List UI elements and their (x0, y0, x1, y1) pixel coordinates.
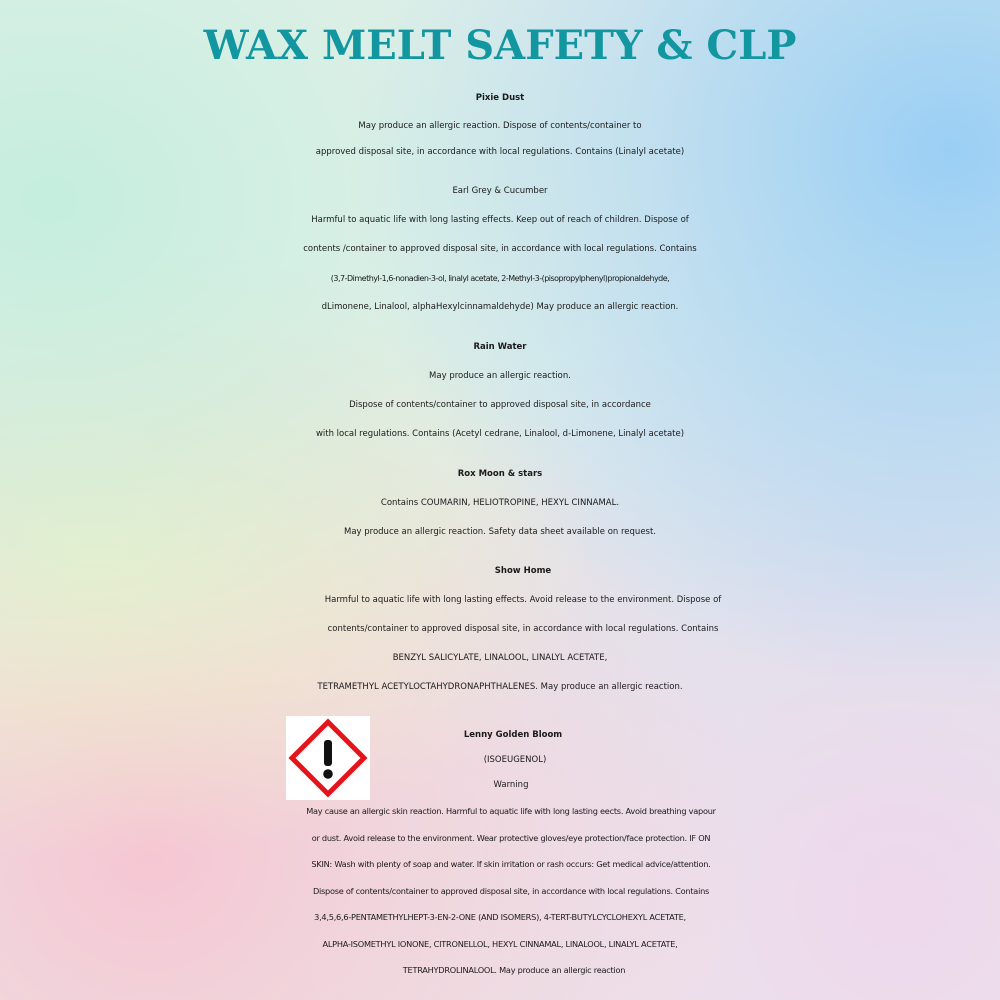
section-text-line: dLimonene, Linalool, alphaHexylcinnamaldehyde) May produce an allergic reaction. (321, 302, 679, 312)
section-rain-water (0, 333, 1000, 449)
section-text-line: Dispose of contents/container to approved disposal site, in accordance with local regulations. Contains (312, 885, 710, 896)
section-text-line: with local regulations. Contains (Acetyl cedrane, Linalool, d-Limonene, Linalyl acetate) (315, 429, 685, 439)
section-text-line: TETRAHYDROLINALOOL. May produce an allergic reaction (402, 965, 626, 975)
section-text-line: (3,7-Dimethyl-1,6-nonadien-3-ol, linalyl acetate, 2-Methyl-3-(pisopropylphenyl)propionaldehyde, (330, 274, 670, 283)
section-rox-moon-stars (0, 460, 1000, 547)
signal-word: Warning (493, 780, 529, 790)
section-text-line: Contains COUMARIN, HELIOTROPINE, HEXYL CINNAMAL. (380, 498, 620, 508)
section-show-home (0, 557, 1000, 702)
section-heading: Pixie Dust (475, 93, 525, 103)
section-text-line: May produce an allergic reaction. (429, 371, 571, 381)
section-text-line: May cause an allergic skin reaction. Harmful to aquatic life with long lasting eects. Avoid breathing vapour (306, 806, 716, 816)
substance-name: (ISOEUGENOL) (483, 755, 547, 765)
section-heading: Lenny Golden Bloom (463, 730, 563, 740)
section-text-line: approved disposal site, in accordance with local regulations. Contains (Linalyl acetate) (315, 147, 685, 157)
section-text-line: contents/container to approved disposal site, in accordance with local regulations. Contains (327, 624, 719, 634)
section-text-line: SKIN: Wash with plenty of soap and water. If skin irritation or rash occurs: Get medical advice/attention. (311, 859, 711, 869)
section-text-line: TETRAMETHYL ACETYLOCTAHYDRONAPHTHALENES. May produce an allergic reaction. (317, 682, 683, 692)
section-earl-grey-cucumber (0, 177, 1000, 322)
section-text-line: contents /container to approved disposal site, in accordance with local regulations. Contains (303, 244, 697, 254)
section-heading: Earl Grey & Cucumber (452, 186, 548, 196)
section-heading: Rox Moon & stars (457, 469, 543, 479)
section-text-line: May produce an allergic reaction. Safety data sheet available on request. (343, 527, 657, 537)
section-lenny-golden-bloom (0, 723, 1000, 984)
section-text-line: Harmful to aquatic life with long lasting effects. Keep out of reach of children. Dispose of (311, 215, 689, 225)
page-title: WAX MELT SAFETY & CLP (203, 22, 797, 69)
section-text-line: Harmful to aquatic life with long lasting effects. Avoid release to the environment. Dispose of (324, 595, 722, 605)
section-heading: Rain Water (473, 342, 527, 352)
section-text-line: ALPHA-ISOMETHYL IONONE, CITRONELLOL, HEXYL CINNAMAL, LINALOOL, LINALYL ACETATE, (322, 938, 678, 949)
section-pixie-dust (0, 84, 1000, 165)
section-heading: Show Home (494, 566, 552, 576)
section-text-line: May produce an allergic reaction. Dispose of contents/container to (358, 121, 642, 131)
section-text-line: or dust. Avoid release to the environment. Wear protective gloves/eye protection/face protection. IF ON (311, 832, 711, 843)
section-text-line: 3,4,5,6,6-PENTAMETHYLHEPT-3-EN-2-ONE (AND ISOMERS), 4-TERT-BUTYLCYCLOHEXYL ACETATE, (314, 912, 686, 922)
section-text-line: BENZYL SALICYLATE, LINALOOL, LINALYL ACETATE, (392, 653, 608, 663)
section-text-line: Dispose of contents/container to approved disposal site, in accordance (349, 400, 651, 410)
